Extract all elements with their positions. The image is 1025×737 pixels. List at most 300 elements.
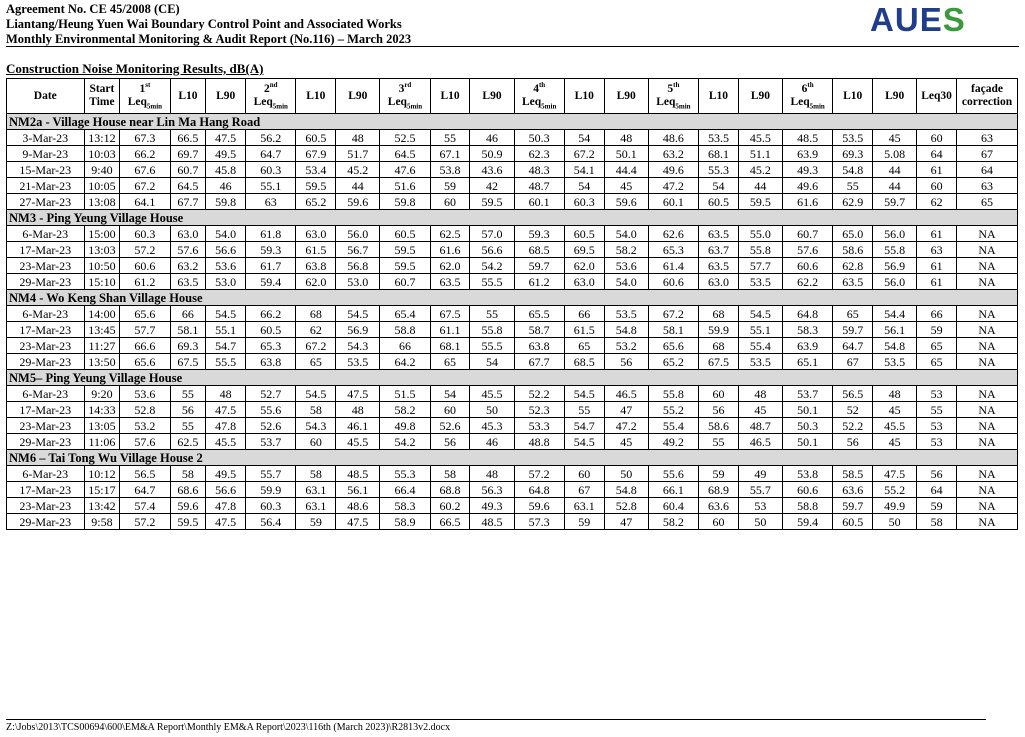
- value-cell: 55: [564, 402, 604, 418]
- value-cell: 67.5: [170, 354, 206, 370]
- value-cell: 58: [296, 466, 336, 482]
- value-cell: 62.6: [648, 226, 698, 242]
- value-cell: 55.1: [206, 322, 246, 338]
- value-cell: 47.5: [873, 466, 917, 482]
- value-cell: 63.5: [430, 274, 470, 290]
- time-cell: 14:33: [84, 402, 120, 418]
- date-cell: 23-Mar-23: [7, 258, 85, 274]
- col-date: Date: [7, 79, 85, 114]
- value-cell: 68.5: [514, 242, 564, 258]
- date-cell: 6-Mar-23: [7, 466, 85, 482]
- value-cell: 44: [336, 178, 380, 194]
- table-header-row: [7, 79, 1018, 114]
- value-cell: 59.8: [206, 194, 246, 210]
- value-cell: 52.6: [246, 418, 296, 434]
- value-cell: 52.8: [604, 498, 648, 514]
- col-l10-2: L10: [296, 79, 336, 114]
- value-cell: 49.5: [206, 466, 246, 482]
- value-cell: 55.1: [738, 322, 782, 338]
- value-cell: 54.2: [380, 434, 430, 450]
- value-cell: 64.8: [514, 482, 564, 498]
- value-cell: 60.4: [648, 498, 698, 514]
- value-cell: 63.2: [170, 258, 206, 274]
- value-cell: 56.3: [470, 482, 514, 498]
- value-cell: 47.6: [380, 162, 430, 178]
- value-cell: 63.6: [833, 482, 873, 498]
- value-cell: 48.8: [514, 434, 564, 450]
- value-cell: 63.1: [296, 482, 336, 498]
- value-cell: 54.5: [564, 386, 604, 402]
- value-cell: 51.1: [738, 146, 782, 162]
- value-cell: 66.2: [246, 306, 296, 322]
- value-cell: 60.1: [514, 194, 564, 210]
- value-cell: NA: [957, 242, 1018, 258]
- value-cell: 58: [917, 514, 957, 530]
- value-cell: 62.0: [296, 274, 336, 290]
- value-cell: 60.5: [246, 322, 296, 338]
- value-cell: 59.3: [246, 242, 296, 258]
- value-cell: 53.6: [206, 258, 246, 274]
- value-cell: 67.2: [648, 306, 698, 322]
- station-name: NM5– Ping Yeung Village House: [7, 370, 1018, 386]
- value-cell: 48.7: [514, 178, 564, 194]
- date-cell: 23-Mar-23: [7, 498, 85, 514]
- value-cell: 45.3: [470, 418, 514, 434]
- value-cell: 59.9: [699, 322, 739, 338]
- value-cell: 59.7: [873, 194, 917, 210]
- value-cell: 60.1: [648, 194, 698, 210]
- col-l10-1: L10: [170, 79, 206, 114]
- value-cell: 58.1: [170, 322, 206, 338]
- value-cell: 66.4: [380, 482, 430, 498]
- value-cell: 54: [699, 178, 739, 194]
- value-cell: 56.0: [336, 226, 380, 242]
- value-cell: 47.2: [648, 178, 698, 194]
- value-cell: 67.7: [170, 194, 206, 210]
- value-cell: 53.4: [296, 162, 336, 178]
- value-cell: 66: [917, 306, 957, 322]
- col-l90-3: L90: [470, 79, 514, 114]
- time-cell: 10:50: [84, 258, 120, 274]
- value-cell: 62.8: [833, 258, 873, 274]
- table-title: Construction Noise Monitoring Results, dB(A): [6, 61, 264, 76]
- col-l90-1: L90: [206, 79, 246, 114]
- value-cell: 55.7: [246, 466, 296, 482]
- value-cell: 58.6: [699, 418, 739, 434]
- value-cell: 48: [206, 386, 246, 402]
- value-cell: 53.0: [336, 274, 380, 290]
- value-cell: 50.3: [514, 130, 564, 146]
- value-cell: 53.5: [336, 354, 380, 370]
- value-cell: 58.2: [380, 402, 430, 418]
- value-cell: 60.2: [430, 498, 470, 514]
- value-cell: 54.8: [833, 162, 873, 178]
- value-cell: 57.3: [514, 514, 564, 530]
- value-cell: 61.8: [246, 226, 296, 242]
- date-cell: 6-Mar-23: [7, 386, 85, 402]
- value-cell: 52.2: [514, 386, 564, 402]
- value-cell: 59.5: [738, 194, 782, 210]
- value-cell: 55.4: [648, 418, 698, 434]
- value-cell: 5.08: [873, 146, 917, 162]
- value-cell: 48.5: [336, 466, 380, 482]
- col-leq-1: 1st Leq$_{5min}$: [120, 79, 170, 114]
- value-cell: 55.2: [648, 402, 698, 418]
- value-cell: 69.7: [170, 146, 206, 162]
- value-cell: 55: [917, 402, 957, 418]
- value-cell: 58: [430, 466, 470, 482]
- value-cell: 45.5: [336, 434, 380, 450]
- value-cell: 55.8: [470, 322, 514, 338]
- value-cell: 53.2: [120, 418, 170, 434]
- value-cell: 57.2: [120, 242, 170, 258]
- time-cell: 15:00: [84, 226, 120, 242]
- value-cell: 64.7: [120, 482, 170, 498]
- value-cell: 56: [833, 434, 873, 450]
- report-title: Monthly Environmental Monitoring & Audit Report (No.116) – March 2023: [6, 32, 412, 46]
- value-cell: 59.6: [514, 498, 564, 514]
- value-cell: 48.5: [470, 514, 514, 530]
- value-cell: 68.5: [564, 354, 604, 370]
- time-cell: 14:00: [84, 306, 120, 322]
- noise-results-table: [6, 78, 1018, 530]
- value-cell: 67.7: [514, 354, 564, 370]
- col-start-time: Start Time: [84, 79, 120, 114]
- value-cell: 66.2: [120, 146, 170, 162]
- value-cell: 56.6: [206, 482, 246, 498]
- value-cell: 50: [738, 514, 782, 530]
- value-cell: NA: [957, 482, 1018, 498]
- time-cell: 15:17: [84, 482, 120, 498]
- value-cell: 53.5: [604, 306, 648, 322]
- date-cell: 21-Mar-23: [7, 178, 85, 194]
- value-cell: 57.0: [470, 226, 514, 242]
- value-cell: 68: [699, 338, 739, 354]
- value-cell: 47.5: [336, 386, 380, 402]
- time-cell: 15:10: [84, 274, 120, 290]
- value-cell: 47: [604, 402, 648, 418]
- value-cell: 60.7: [170, 162, 206, 178]
- agreement-number: Agreement No. CE 45/2008 (CE): [6, 2, 180, 16]
- value-cell: 56.0: [873, 226, 917, 242]
- table-row: [7, 386, 1018, 402]
- value-cell: 44: [873, 178, 917, 194]
- col-l90-5: L90: [738, 79, 782, 114]
- value-cell: 48.7: [738, 418, 782, 434]
- value-cell: 69.5: [564, 242, 604, 258]
- value-cell: 65: [296, 354, 336, 370]
- time-cell: 11:27: [84, 338, 120, 354]
- value-cell: 64.5: [170, 178, 206, 194]
- value-cell: 54: [564, 130, 604, 146]
- value-cell: 53.0: [206, 274, 246, 290]
- value-cell: 54: [470, 354, 514, 370]
- value-cell: 45.5: [738, 130, 782, 146]
- table-row: [7, 274, 1018, 290]
- value-cell: 61.2: [120, 274, 170, 290]
- value-cell: 44: [738, 178, 782, 194]
- value-cell: 56.5: [833, 386, 873, 402]
- value-cell: 55: [170, 386, 206, 402]
- value-cell: 53.7: [782, 386, 832, 402]
- value-cell: 66: [564, 306, 604, 322]
- value-cell: 65.3: [648, 242, 698, 258]
- col-leq-2: 2nd Leq$_{5min}$: [246, 79, 296, 114]
- value-cell: 54.0: [604, 274, 648, 290]
- value-cell: 45: [738, 402, 782, 418]
- value-cell: 59: [430, 178, 470, 194]
- time-cell: 9:40: [84, 162, 120, 178]
- col-leq-6: 6th Leq$_{5min}$: [782, 79, 832, 114]
- table-row: [7, 162, 1018, 178]
- col-leq-4: 4th Leq$_{5min}$: [514, 79, 564, 114]
- value-cell: 65.0: [833, 226, 873, 242]
- value-cell: 55.5: [470, 338, 514, 354]
- date-cell: 23-Mar-23: [7, 418, 85, 434]
- value-cell: NA: [957, 418, 1018, 434]
- value-cell: 58.2: [604, 242, 648, 258]
- value-cell: NA: [957, 258, 1018, 274]
- value-cell: 54.5: [206, 306, 246, 322]
- value-cell: 53.6: [120, 386, 170, 402]
- value-cell: 57.7: [738, 258, 782, 274]
- value-cell: 64.8: [782, 306, 832, 322]
- value-cell: 64.1: [120, 194, 170, 210]
- value-cell: 55: [170, 418, 206, 434]
- value-cell: 61: [917, 258, 957, 274]
- value-cell: 55: [699, 434, 739, 450]
- value-cell: 52.5: [380, 130, 430, 146]
- value-cell: 59: [917, 498, 957, 514]
- value-cell: 60.5: [564, 226, 604, 242]
- value-cell: 67.5: [699, 354, 739, 370]
- value-cell: 65.4: [380, 306, 430, 322]
- value-cell: 53.5: [699, 130, 739, 146]
- value-cell: 57.4: [120, 498, 170, 514]
- value-cell: 47.8: [206, 418, 246, 434]
- value-cell: 48: [470, 466, 514, 482]
- value-cell: 55.8: [738, 242, 782, 258]
- value-cell: 55.6: [246, 402, 296, 418]
- value-cell: 61.6: [782, 194, 832, 210]
- value-cell: 50: [604, 466, 648, 482]
- value-cell: 54.7: [564, 418, 604, 434]
- value-cell: 67.2: [296, 338, 336, 354]
- value-cell: 55: [470, 306, 514, 322]
- value-cell: 53.7: [246, 434, 296, 450]
- value-cell: 55.6: [648, 466, 698, 482]
- value-cell: 60: [430, 402, 470, 418]
- value-cell: 47.8: [206, 498, 246, 514]
- date-cell: 9-Mar-23: [7, 146, 85, 162]
- value-cell: 55.5: [206, 354, 246, 370]
- date-cell: 23-Mar-23: [7, 338, 85, 354]
- value-cell: 47.5: [206, 514, 246, 530]
- value-cell: 54.5: [564, 434, 604, 450]
- value-cell: 58.3: [782, 322, 832, 338]
- value-cell: 45.5: [206, 434, 246, 450]
- value-cell: 55.8: [648, 386, 698, 402]
- value-cell: 52.6: [430, 418, 470, 434]
- value-cell: 52.8: [120, 402, 170, 418]
- value-cell: 59.3: [514, 226, 564, 242]
- value-cell: 45.2: [336, 162, 380, 178]
- value-cell: 56.0: [873, 274, 917, 290]
- value-cell: 65.6: [120, 354, 170, 370]
- value-cell: 67.2: [564, 146, 604, 162]
- value-cell: 60.3: [246, 162, 296, 178]
- time-cell: 10:05: [84, 178, 120, 194]
- value-cell: 53.3: [514, 418, 564, 434]
- value-cell: 60.5: [699, 194, 739, 210]
- time-cell: 13:45: [84, 322, 120, 338]
- value-cell: 42: [470, 178, 514, 194]
- value-cell: 54.3: [336, 338, 380, 354]
- table-row: [7, 434, 1018, 450]
- value-cell: 65: [917, 354, 957, 370]
- value-cell: 47.2: [604, 418, 648, 434]
- col-l10-6: L10: [833, 79, 873, 114]
- value-cell: 54.0: [604, 226, 648, 242]
- value-cell: 57.2: [120, 514, 170, 530]
- value-cell: 60.7: [380, 274, 430, 290]
- value-cell: 49.3: [470, 498, 514, 514]
- value-cell: 64.7: [246, 146, 296, 162]
- station-name: NM4 - Wo Keng Shan Village House: [7, 290, 1018, 306]
- value-cell: 49.6: [782, 178, 832, 194]
- value-cell: 56.8: [336, 258, 380, 274]
- value-cell: 57.6: [120, 434, 170, 450]
- value-cell: 53: [917, 386, 957, 402]
- value-cell: 56.5: [120, 466, 170, 482]
- table-row: [7, 226, 1018, 242]
- value-cell: 57.2: [514, 466, 564, 482]
- value-cell: 54.5: [296, 386, 336, 402]
- value-cell: 61.1: [430, 322, 470, 338]
- value-cell: 54.5: [336, 306, 380, 322]
- value-cell: 62.5: [170, 434, 206, 450]
- table-row: [7, 306, 1018, 322]
- value-cell: NA: [957, 514, 1018, 530]
- value-cell: NA: [957, 338, 1018, 354]
- station-section-row: [7, 370, 1018, 386]
- value-cell: 56: [699, 402, 739, 418]
- value-cell: 58.5: [833, 466, 873, 482]
- table-row: [7, 130, 1018, 146]
- col-l10-4: L10: [564, 79, 604, 114]
- value-cell: 56.4: [246, 514, 296, 530]
- value-cell: 49.9: [873, 498, 917, 514]
- value-cell: NA: [957, 274, 1018, 290]
- value-cell: 63.5: [833, 274, 873, 290]
- value-cell: 52: [833, 402, 873, 418]
- value-cell: 58.2: [648, 514, 698, 530]
- value-cell: 60.5: [833, 514, 873, 530]
- value-cell: 61.4: [648, 258, 698, 274]
- value-cell: NA: [957, 466, 1018, 482]
- station-name: NM2a - Village House near Lin Ma Hang Road: [7, 114, 1018, 130]
- value-cell: 48: [873, 386, 917, 402]
- time-cell: 13:42: [84, 498, 120, 514]
- value-cell: 53: [917, 418, 957, 434]
- value-cell: 52.2: [833, 418, 873, 434]
- value-cell: 55.3: [380, 466, 430, 482]
- date-cell: 3-Mar-23: [7, 130, 85, 146]
- value-cell: 55.2: [873, 482, 917, 498]
- value-cell: 62: [917, 194, 957, 210]
- value-cell: 47.5: [206, 130, 246, 146]
- header-divider: [6, 46, 1019, 47]
- value-cell: 45.5: [470, 386, 514, 402]
- value-cell: 63.2: [648, 146, 698, 162]
- value-cell: 53: [738, 498, 782, 514]
- value-cell: 48.6: [648, 130, 698, 146]
- table-row: [7, 178, 1018, 194]
- value-cell: 59.7: [833, 498, 873, 514]
- value-cell: 56.1: [336, 482, 380, 498]
- value-cell: 59: [699, 466, 739, 482]
- value-cell: 67.1: [430, 146, 470, 162]
- value-cell: 63.5: [170, 274, 206, 290]
- value-cell: 66.6: [120, 338, 170, 354]
- value-cell: 59.9: [246, 482, 296, 498]
- value-cell: 67: [833, 354, 873, 370]
- value-cell: 54.4: [873, 306, 917, 322]
- value-cell: 62.0: [430, 258, 470, 274]
- value-cell: 52.7: [246, 386, 296, 402]
- table-row: [7, 514, 1018, 530]
- col-leq-3: 3rd Leq$_{5min}$: [380, 79, 430, 114]
- table-row: [7, 322, 1018, 338]
- file-path-footer: Z:\Jobs\2013\TCS00694\600\EM&A Report\Monthly EM&A Report\2023\116th (March 2023)\R2813v2.docx: [6, 722, 451, 733]
- value-cell: 62.5: [430, 226, 470, 242]
- value-cell: 55: [833, 178, 873, 194]
- value-cell: 55.4: [738, 338, 782, 354]
- table-row: [7, 242, 1018, 258]
- table-row: [7, 402, 1018, 418]
- value-cell: 53.5: [738, 274, 782, 290]
- value-cell: 54.7: [206, 338, 246, 354]
- value-cell: 66.5: [430, 514, 470, 530]
- value-cell: 59.5: [296, 178, 336, 194]
- col-l10-3: L10: [430, 79, 470, 114]
- value-cell: 55.3: [699, 162, 739, 178]
- value-cell: 68.1: [430, 338, 470, 354]
- value-cell: 47: [604, 514, 648, 530]
- value-cell: 53.5: [833, 130, 873, 146]
- value-cell: 59.6: [336, 194, 380, 210]
- value-cell: 46: [206, 178, 246, 194]
- value-cell: 59.4: [246, 274, 296, 290]
- value-cell: 58.8: [782, 498, 832, 514]
- value-cell: 66: [380, 338, 430, 354]
- value-cell: 44.4: [604, 162, 648, 178]
- value-cell: 60.3: [246, 498, 296, 514]
- value-cell: 65.1: [782, 354, 832, 370]
- table-row: [7, 338, 1018, 354]
- value-cell: 60: [917, 130, 957, 146]
- value-cell: 67.2: [120, 178, 170, 194]
- value-cell: 66: [170, 306, 206, 322]
- value-cell: NA: [957, 306, 1018, 322]
- value-cell: 47.5: [206, 402, 246, 418]
- value-cell: 60: [296, 434, 336, 450]
- value-cell: 60: [564, 466, 604, 482]
- value-cell: 49.3: [782, 162, 832, 178]
- value-cell: 63.1: [564, 498, 604, 514]
- value-cell: 48.5: [782, 130, 832, 146]
- value-cell: 54.3: [296, 418, 336, 434]
